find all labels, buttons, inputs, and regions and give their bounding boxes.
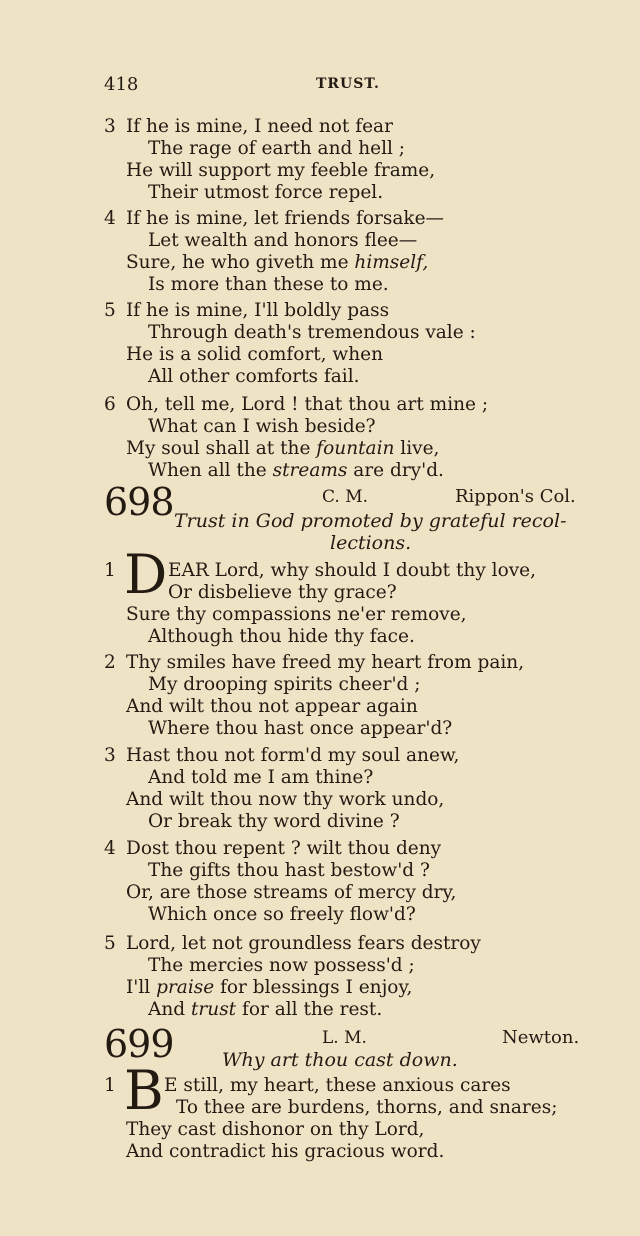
verse-line: If he is mine, I need not fear	[126, 116, 393, 137]
verse-line: Where thou hast once appear'd?	[148, 718, 453, 739]
verse-line: My drooping spirits cheer'd ;	[148, 674, 421, 695]
verse-number: 2	[104, 652, 116, 673]
verse-number: 5	[104, 933, 116, 954]
verse-number: 5	[104, 300, 116, 321]
verse-line: And told me I am thine?	[148, 767, 374, 788]
hymn-meter: C. M.	[322, 487, 369, 507]
verse-line: The gifts thou hast bestow'd ?	[148, 860, 430, 881]
verse-line: Dost thou repent ? wilt thou deny	[126, 838, 442, 859]
hymn-number: 699	[104, 1022, 174, 1066]
hymn-subtitle: Why art thou cast down.	[222, 1049, 458, 1071]
drop-cap: B	[124, 1059, 164, 1122]
verse-line: And wilt thou not appear again	[126, 696, 418, 717]
verse-line: Hast thou not form'd my soul anew,	[126, 745, 460, 766]
verse-line: E still, my heart, these anxious cares	[164, 1075, 511, 1096]
verse-line: To thee are burdens, thorns, and snares;	[176, 1097, 558, 1118]
verse-number: 4	[104, 838, 116, 859]
verse-number: 3	[104, 745, 116, 766]
verse-line: EAR Lord, why should I doubt thy love,	[168, 560, 536, 581]
verse-line: Sure, he who giveth me himself,	[126, 252, 429, 273]
verse-line: All other comforts fail.	[148, 366, 360, 387]
verse-line: And contradict his gracious word.	[126, 1141, 445, 1162]
verse-line: What can I wish beside?	[148, 416, 376, 437]
verse-number: 1	[104, 560, 116, 581]
verse-line: Although thou hide thy face.	[148, 626, 415, 647]
verse-line: Sure thy compassions ne'er remove,	[126, 604, 467, 625]
verse-line: If he is mine, let friends forsake—	[126, 208, 445, 229]
verse-line: Or disbelieve thy grace?	[168, 582, 397, 603]
verse-line: Let wealth and honors flee—	[148, 230, 418, 251]
verse-line: Which once so freely flow'd?	[148, 904, 416, 925]
verse-line: Is more than these to me.	[148, 274, 389, 295]
hymn-subtitle: Trust in God promoted by grateful recol-	[174, 510, 567, 532]
hymn-author: Newton.	[502, 1027, 580, 1048]
verse-line: The rage of earth and hell ;	[148, 138, 406, 159]
verse-line: They cast dishonor on thy Lord,	[126, 1119, 425, 1140]
hymn-number: 698	[104, 480, 174, 524]
verse-number: 3	[104, 116, 116, 137]
page-header	[104, 74, 534, 98]
verse-number: 6	[104, 394, 116, 415]
drop-cap: D	[124, 543, 168, 606]
running-head: TRUST.	[316, 76, 380, 92]
verse-line: Their utmost force repel.	[148, 182, 384, 203]
page-number: 418	[104, 74, 139, 95]
verse-line: My soul shall at the fountain live,	[126, 438, 440, 459]
verse-line: The mercies now possess'd ;	[148, 955, 415, 976]
verse-line: Through death's tremendous vale :	[148, 322, 476, 343]
verse-number: 1	[104, 1075, 116, 1096]
verse-line: Or break thy word divine ?	[148, 811, 400, 832]
verse-line: Oh, tell me, Lord ! that thou art mine ;	[126, 394, 489, 415]
verse-number: 4	[104, 208, 116, 229]
verse-line: When all the streams are dry'd.	[148, 460, 444, 481]
verse-line: And wilt thou now thy work undo,	[126, 789, 445, 810]
verse-line: Thy smiles have freed my heart from pain,	[126, 652, 525, 673]
verse-line: He is a solid comfort, when	[126, 344, 384, 365]
hymn-subtitle: lections.	[330, 532, 412, 554]
verse-line: If he is mine, I'll boldly pass	[126, 300, 390, 321]
verse-line: And trust for all the rest.	[148, 999, 383, 1020]
hymn-meter: L. M.	[322, 1028, 367, 1048]
verse-line: Or, are those streams of mercy dry,	[126, 882, 457, 903]
hymn-author: Rippon's Col.	[455, 486, 576, 507]
verse-line: Lord, let not groundless fears destroy	[126, 933, 481, 954]
verse-line: He will support my feeble frame,	[126, 160, 436, 181]
verse-line: I'll praise for blessings I enjoy,	[126, 977, 413, 998]
